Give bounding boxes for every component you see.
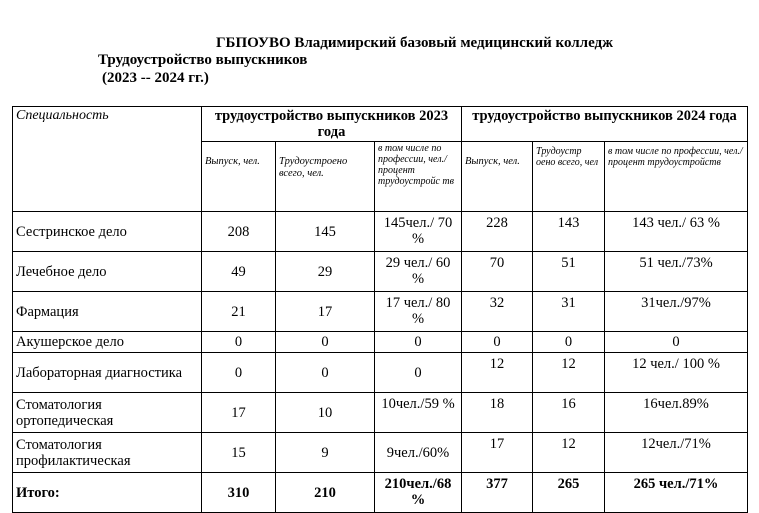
subheader-2024-graduates: Выпуск, чел. bbox=[462, 142, 533, 212]
table-row bbox=[13, 353, 748, 393]
cell: 210чел./68 % bbox=[375, 473, 462, 513]
cell: 10чел./59 % bbox=[375, 393, 462, 433]
cell: 31чел./97% bbox=[605, 292, 748, 332]
cell: 16чел.89% bbox=[605, 393, 748, 433]
table-row bbox=[13, 332, 748, 353]
cell: 10 bbox=[276, 393, 375, 433]
subheader-2023-graduates: Выпуск, чел. bbox=[202, 142, 276, 212]
row-name: Акушерское дело bbox=[13, 332, 202, 353]
cell: 51 чел./73% bbox=[605, 252, 748, 292]
cell: 15 bbox=[202, 433, 276, 473]
cell: 0 bbox=[276, 353, 375, 393]
cell: 265 bbox=[533, 473, 605, 513]
row-name: Лечебное дело bbox=[13, 252, 202, 292]
cell: 18 bbox=[462, 393, 533, 433]
cell: 0 bbox=[533, 332, 605, 353]
row-name: Стоматология профилактическая bbox=[13, 433, 202, 473]
table-row bbox=[13, 292, 748, 332]
cell: 29 чел./ 60 % bbox=[375, 252, 462, 292]
cell: 9 bbox=[276, 433, 375, 473]
group-header-2023: трудоустройство выпускников 2023 года bbox=[202, 107, 462, 142]
cell: 0 bbox=[276, 332, 375, 353]
document-subtitle: Трудоустройство выпускников bbox=[98, 52, 308, 68]
document-title: ГБПОУВО Владимирский базовый медицинский колледж bbox=[215, 35, 614, 51]
cell: 51 bbox=[533, 252, 605, 292]
cell: 208 bbox=[202, 212, 276, 252]
table-row bbox=[13, 252, 748, 292]
table-row bbox=[13, 433, 748, 473]
cell: 21 bbox=[202, 292, 276, 332]
cell: 70 bbox=[462, 252, 533, 292]
cell: 32 bbox=[462, 292, 533, 332]
total-row bbox=[13, 473, 748, 513]
cell: 17 bbox=[202, 393, 276, 433]
subheader-2023-employed: Трудоустроено всего, чел. bbox=[276, 142, 375, 212]
row-name: Лабораторная диагностика bbox=[13, 353, 202, 393]
cell: 143 bbox=[533, 212, 605, 252]
cell: 49 bbox=[202, 252, 276, 292]
cell: 228 bbox=[462, 212, 533, 252]
cell: 12 bbox=[533, 433, 605, 473]
cell: 17 чел./ 80 % bbox=[375, 292, 462, 332]
subheader-2023-by-profession: в том числе по профессии, чел./процент трудоустройс тв bbox=[375, 142, 462, 212]
row-name: Фармация bbox=[13, 292, 202, 332]
cell: 145чел./ 70 % bbox=[375, 212, 462, 252]
cell: 31 bbox=[533, 292, 605, 332]
cell: 12 чел./ 100 % bbox=[605, 353, 748, 393]
cell: 0 bbox=[605, 332, 748, 353]
cell: 0 bbox=[462, 332, 533, 353]
subheader-2024-by-profession: в том числе по профессии, чел./процент трудоустройств bbox=[605, 142, 748, 212]
row-name: Сестринское дело bbox=[13, 212, 202, 252]
cell: 377 bbox=[462, 473, 533, 513]
specialty-header: Специальность bbox=[13, 107, 202, 212]
cell: 145 bbox=[276, 212, 375, 252]
cell: 0 bbox=[202, 353, 276, 393]
employment-table bbox=[12, 106, 748, 513]
table-row bbox=[13, 212, 748, 252]
cell: 12 bbox=[533, 353, 605, 393]
cell: 12 bbox=[462, 353, 533, 393]
total-label: Итого: bbox=[13, 473, 202, 513]
cell: 12чел./71% bbox=[605, 433, 748, 473]
cell: 17 bbox=[276, 292, 375, 332]
cell: 16 bbox=[533, 393, 605, 433]
cell: 143 чел./ 63 % bbox=[605, 212, 748, 252]
table-row bbox=[13, 393, 748, 433]
cell: 29 bbox=[276, 252, 375, 292]
cell: 9чел./60% bbox=[375, 433, 462, 473]
cell: 17 bbox=[462, 433, 533, 473]
group-header-2024: трудоустройство выпускников 2024 года bbox=[462, 107, 748, 142]
document-period: (2023 -- 2024 гг.) bbox=[102, 70, 209, 86]
cell: 0 bbox=[375, 353, 462, 393]
subheader-2024-employed: Трудоустр оено всего, чел bbox=[533, 142, 605, 212]
cell: 0 bbox=[202, 332, 276, 353]
row-name: Стоматология ортопедическая bbox=[13, 393, 202, 433]
cell: 210 bbox=[276, 473, 375, 513]
cell: 0 bbox=[375, 332, 462, 353]
cell: 265 чел./71% bbox=[605, 473, 748, 513]
cell: 310 bbox=[202, 473, 276, 513]
